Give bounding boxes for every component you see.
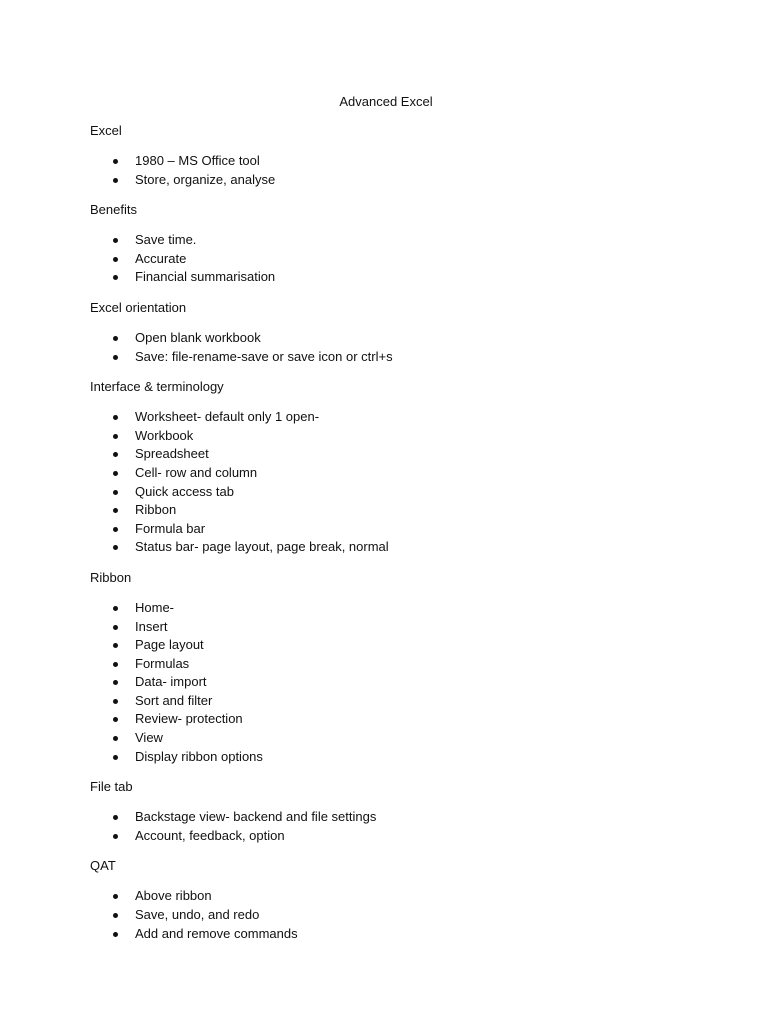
section-excel xyxy=(90,123,730,189)
list-item xyxy=(90,925,730,944)
list-item-text: Worksheet- default only 1 open- xyxy=(135,409,320,425)
bullet-icon xyxy=(113,257,118,262)
bullet-icon xyxy=(113,415,118,420)
list-item xyxy=(90,748,730,767)
list-item-text: Cell- row and column xyxy=(135,464,258,480)
bullet-icon xyxy=(113,159,118,164)
bullet-list xyxy=(90,152,730,189)
section-heading: Interface & terminology xyxy=(90,379,224,395)
list-item-text: Insert xyxy=(135,618,168,634)
bullet-icon xyxy=(113,434,118,439)
list-item-text: Status bar- page layout, page break, normal xyxy=(135,539,389,555)
bullet-list xyxy=(90,231,730,287)
list-item-text: 1980 – MS Office tool xyxy=(135,153,260,168)
list-item xyxy=(90,348,730,367)
bullet-icon xyxy=(113,755,118,760)
list-item xyxy=(90,152,730,171)
list-item xyxy=(90,408,730,427)
bullet-list xyxy=(90,887,730,943)
list-item-text: Save, undo, and redo xyxy=(135,907,260,923)
bullet-icon xyxy=(113,452,118,457)
section-interface-terminology xyxy=(90,379,730,557)
section-heading: Benefits xyxy=(90,202,137,218)
list-item-text: Open blank workbook xyxy=(135,329,261,345)
list-item xyxy=(90,171,730,190)
list-item-text: Save: file-rename-save or save icon or ctrl+s xyxy=(135,348,393,364)
list-item-text: Account, feedback, option xyxy=(135,827,285,843)
document-body xyxy=(90,123,730,956)
section-ribbon xyxy=(90,570,730,766)
list-item-text: Ribbon xyxy=(135,502,177,518)
list-item-text: Save time. xyxy=(135,232,197,248)
section-excel-orientation xyxy=(90,300,730,366)
bullet-list xyxy=(90,408,730,557)
bullet-icon xyxy=(113,238,118,243)
bullet-icon xyxy=(113,625,118,630)
list-item-text: Data- import xyxy=(135,674,207,690)
list-item-text: Store, organize, analyse xyxy=(135,171,276,187)
bullet-icon xyxy=(113,471,118,476)
section-qat xyxy=(90,858,730,943)
list-item xyxy=(90,538,730,557)
list-item xyxy=(90,329,730,348)
bullet-icon xyxy=(113,815,118,820)
list-item xyxy=(90,501,730,520)
list-item-text: Sort and filter xyxy=(135,692,213,708)
list-item xyxy=(90,231,730,250)
list-item xyxy=(90,268,730,287)
list-item xyxy=(90,520,730,539)
section-file-tab xyxy=(90,779,730,845)
bullet-icon xyxy=(113,894,118,899)
list-item xyxy=(90,618,730,637)
list-item-text: Home- xyxy=(135,599,175,615)
list-item-text: Formulas xyxy=(135,655,190,671)
list-item xyxy=(90,250,730,269)
bullet-icon xyxy=(113,643,118,648)
list-item-text: View xyxy=(135,730,163,746)
bullet-icon xyxy=(113,490,118,495)
bullet-icon xyxy=(113,336,118,341)
list-item xyxy=(90,887,730,906)
bullet-icon xyxy=(113,545,118,550)
list-item xyxy=(90,906,730,925)
section-heading: Excel xyxy=(90,123,122,138)
list-item-text: Financial summarisation xyxy=(135,269,276,285)
list-item xyxy=(90,655,730,674)
list-item xyxy=(90,692,730,711)
section-heading: File tab xyxy=(90,779,133,795)
list-item xyxy=(90,483,730,502)
list-item xyxy=(90,710,730,729)
bullet-icon xyxy=(113,834,118,839)
list-item-text: Accurate xyxy=(135,250,187,266)
list-item xyxy=(90,427,730,446)
bullet-icon xyxy=(113,913,118,918)
list-item xyxy=(90,827,730,846)
list-item-text: Formula bar xyxy=(135,520,206,536)
bullet-icon xyxy=(113,355,118,360)
list-item xyxy=(90,673,730,692)
bullet-icon xyxy=(113,932,118,937)
list-item xyxy=(90,445,730,464)
section-benefits xyxy=(90,202,730,287)
bullet-icon xyxy=(113,508,118,513)
list-item-text: Spreadsheet xyxy=(135,446,209,462)
section-heading: Ribbon xyxy=(90,569,132,585)
list-item-text: Workbook xyxy=(135,427,194,443)
bullet-list xyxy=(90,808,730,845)
list-item-text: Above ribbon xyxy=(135,888,212,904)
bullet-list xyxy=(90,329,730,366)
document-title: Advanced Excel xyxy=(339,94,433,109)
bullet-icon xyxy=(113,680,118,685)
bullet-icon xyxy=(113,275,118,280)
bullet-icon xyxy=(113,717,118,722)
list-item-text: Quick access tab xyxy=(135,483,234,499)
list-item-text: Backstage view- backend and file settings xyxy=(135,809,377,825)
bullet-icon xyxy=(113,606,118,611)
bullet-list xyxy=(90,599,730,766)
list-item-text: Page layout xyxy=(135,637,204,653)
bullet-icon xyxy=(113,178,118,183)
section-heading: QAT xyxy=(90,858,116,874)
list-item-text: Display ribbon options xyxy=(135,748,263,764)
bullet-icon xyxy=(113,527,118,532)
list-item-text: Review- protection xyxy=(135,711,243,727)
list-item xyxy=(90,636,730,655)
section-heading: Excel orientation xyxy=(90,299,187,315)
list-item xyxy=(90,808,730,827)
list-item xyxy=(90,464,730,483)
bullet-icon xyxy=(113,699,118,704)
list-item xyxy=(90,599,730,618)
list-item-text: Add and remove commands xyxy=(135,925,298,941)
bullet-icon xyxy=(113,736,118,741)
list-item xyxy=(90,729,730,748)
bullet-icon xyxy=(113,662,118,667)
